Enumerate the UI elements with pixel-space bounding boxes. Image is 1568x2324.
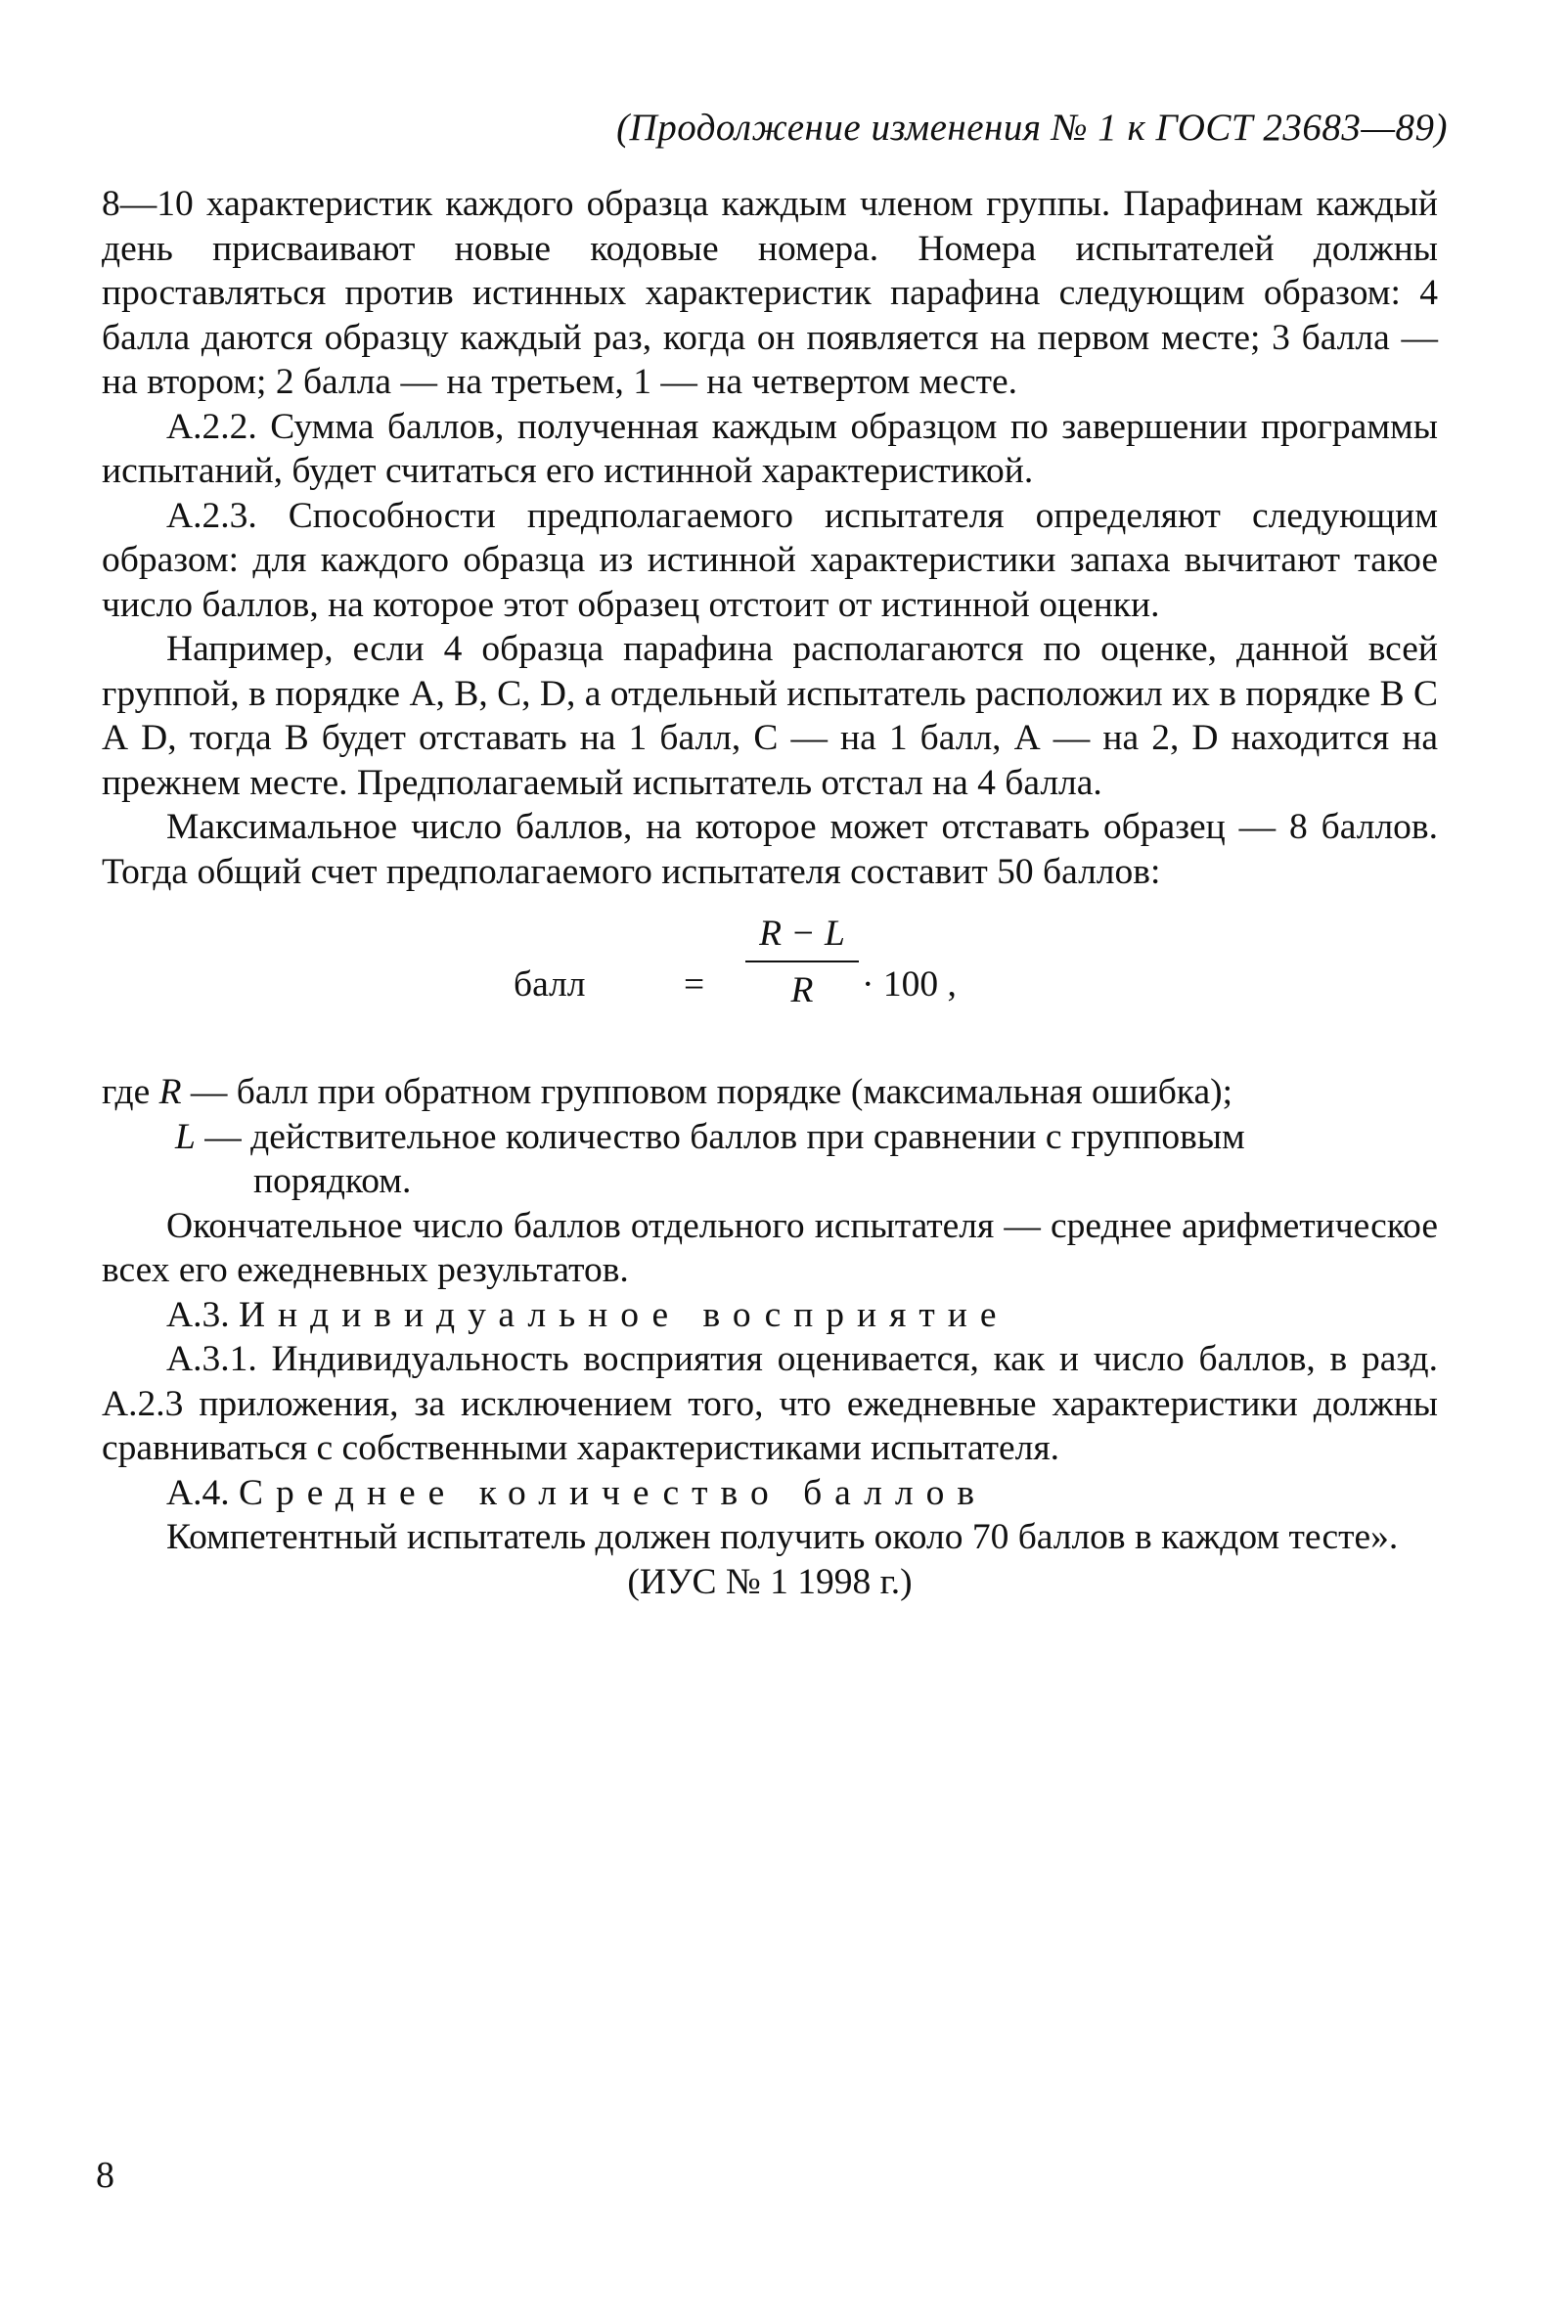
paragraph-a-2-3: А.2.3. Способности предполагаемого испытателя определяют следующим образом: для каждого образца из истинной характеристики запаха вычитают такое число баллов, на которое этот образец отстоит от истинной оценки. xyxy=(102,495,1438,625)
paragraph-competent-tester: Компетентный испытатель должен получить около 70 баллов в каждом тесте». xyxy=(166,1517,1399,1557)
section-a-4-heading xyxy=(102,1471,1438,1516)
where-r-text: — балл при обратном групповом порядке (максимальная ошибка); xyxy=(190,1072,1233,1112)
paragraph-max-score: Максимальное число баллов, на которое может отставать образец — 8 баллов. Тогда общий счет предполагаемого испытателя составит 50 баллов: xyxy=(102,807,1438,892)
where-l-line xyxy=(102,1115,1438,1160)
section-a-4-title: Среднее количество баллов xyxy=(238,1472,988,1513)
var-l: L xyxy=(175,1116,196,1157)
section-a-3-number: А.3. xyxy=(166,1294,230,1335)
formula-rhs: · 100 , xyxy=(862,964,957,1005)
score-formula xyxy=(102,912,1438,1049)
fraction-bar xyxy=(745,961,859,962)
where-l-text: — действительное количество баллов при сравнении с групповым xyxy=(204,1116,1245,1157)
paragraph-example: Например, если 4 образца парафина располагаются по оценке, данной всей группой, в порядке А, В, С, D, а отдельный испытатель расположил их в порядке В С А D, тогда В будет отставать на 1 балл, С — на 1 балл, А — на 2, D находится на прежнем месте. Предполагаемый испытатель отстал на 4 балла. xyxy=(102,629,1438,803)
page-number: 8 xyxy=(96,2155,114,2196)
paragraph-a-3-1: А.3.1. Индивидуальность восприятия оценивается, как и число баллов, в разд. А.2.3 приложения, за исключением того, что ежедневные характеристики должны сравниваться с собственными характеристиками испытателя. xyxy=(102,1339,1438,1468)
section-a-4-number: А.4. xyxy=(166,1472,230,1513)
formula-denominator: R xyxy=(790,970,814,1010)
where-r-line xyxy=(102,1070,1438,1115)
var-r: R xyxy=(158,1072,182,1112)
page-header: (Продолжение изменения № 1 к ГОСТ 23683—89) xyxy=(616,107,1448,149)
formula-fraction xyxy=(745,912,859,1013)
paragraph-1: 8—10 характеристик каждого образца каждым членом группы. Парафинам каждый день присваивают новые кодовые номера. Номера испытателей должны проставляться против истинных характеристик парафина следующим образом: 4 балла даются образцу каждый раз, когда он появляется на первом месте; 3 балла — на втором; 2 балла — на третьем, 1 — на четвертом месте. xyxy=(102,184,1438,402)
section-a-3-heading xyxy=(102,1293,1438,1338)
where-l-line-2: порядком. xyxy=(253,1161,412,1201)
ius-reference: (ИУС № 1 1998 г.) xyxy=(627,1561,913,1602)
where-lead: где xyxy=(102,1072,151,1112)
formula-lhs: балл xyxy=(514,964,586,1005)
formula-numerator: R − L xyxy=(759,914,845,954)
paragraph-final-score: Окончательное число баллов отдельного испытателя — среднее арифметическое всех его ежедневных результатов. xyxy=(102,1205,1438,1290)
document-body xyxy=(102,182,1438,1604)
section-a-3-title: Индивидуальное восприятие xyxy=(238,1294,1009,1335)
paragraph-a-2-2: А.2.2. Сумма баллов, полученная каждым образцом по завершении программы испытаний, будет считаться его истинной характеристикой. xyxy=(102,406,1438,491)
formula-equals: = xyxy=(684,964,705,1005)
